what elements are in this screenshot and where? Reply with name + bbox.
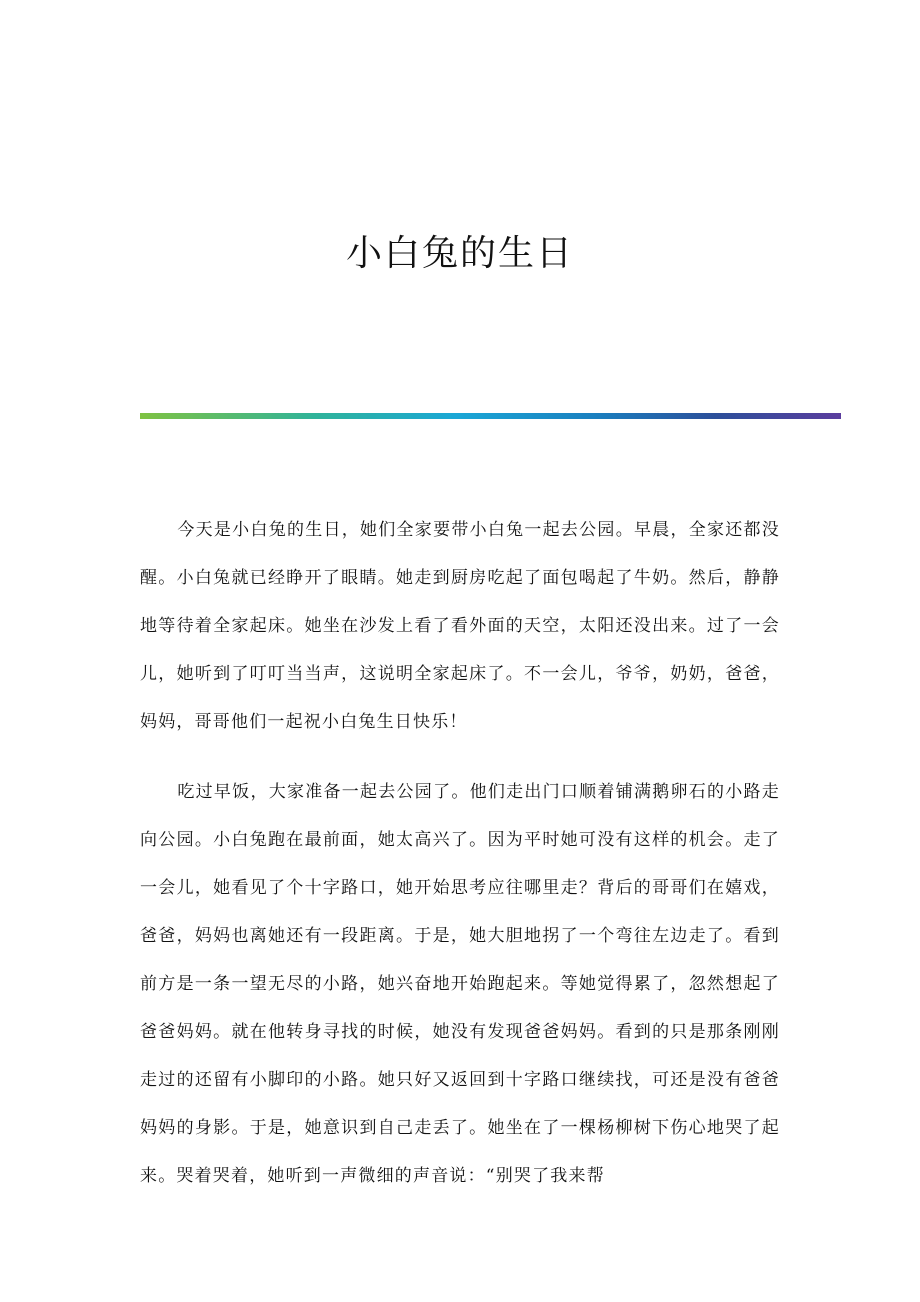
document-title: 小白兔的生日 <box>345 233 574 274</box>
document-body <box>140 506 780 1200</box>
paragraph: 今天是小白兔的生日，她们全家要带小白兔一起去公园。早晨，全家还都没醒。小白兔就已经睁开了眼睛。她走到厨房吃起了面包喝起了牛奶。然后，静静地等待着全家起床。她坐在沙发上看了看外面的天空，太阳还没出来。过了一会儿，她听到了叮叮当当声，这说明全家起床了。不一会儿，爷爷，奶奶，爸爸，妈妈，哥哥他们一起祝小白兔生日快乐！ <box>140 520 780 732</box>
paragraph: 吃过早饭，大家准备一起去公园了。他们走出门口顺着铺满鹅卵石的小路走向公园。小白兔跑在最前面，她太高兴了。因为平时她可没有这样的机会。走了一会儿，她看见了个十字路口，她开始思考应往哪里走？背后的哥哥们在嬉戏，爸爸，妈妈也离她还有一段距离。于是，她大胆地拐了一个弯往左边走了。看到前方是一条一望无尽的小路，她兴奋地开始跑起来。等她觉得累了，忽然想起了爸爸妈妈。就在他转身寻找的时候，她没有发现爸爸妈妈。看到的只是那条刚刚走过的还留有小脚印的小路。她只好又返回到十字路口继续找，可还是没有爸爸妈妈的身影。于是，她意识到自己走丢了。她坐在了一棵杨柳树下伤心地哭了起来。哭着哭着，她听到一声微细的声音说：“别哭了我来帮 <box>140 782 780 1186</box>
title-divider <box>140 413 841 419</box>
